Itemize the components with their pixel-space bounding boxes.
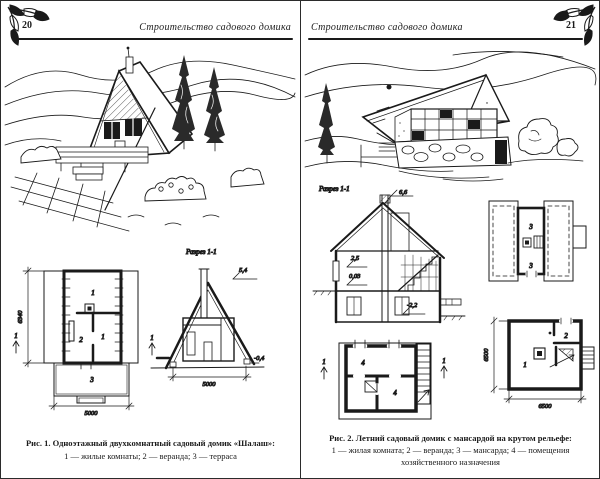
plan-dim-width-label: 5000 [84, 410, 98, 417]
section-marker-left: 1 [14, 332, 18, 340]
cypress-trees-illustration [172, 55, 225, 151]
figure-2-ground-plan [483, 317, 594, 410]
room-label-terrace: 3 [90, 376, 94, 384]
section-title: Разрез 1-1 [319, 185, 350, 193]
room-label-living-top: 1 [91, 289, 95, 297]
plan-dim-height-label: 6340 [17, 310, 24, 324]
mansard-house-illustration [305, 51, 596, 181]
section-marker-right: 1 [442, 357, 446, 365]
figure-2-caption [301, 432, 600, 468]
section-elev-top-label: 5,4 [239, 267, 248, 274]
header-rule [308, 38, 583, 40]
room-label-veranda: 2 [79, 336, 83, 344]
section-marker-right: 1 [150, 334, 154, 342]
room-label-utility-b: 4 [393, 389, 397, 397]
section-elev-top-label: 6,6 [399, 189, 408, 196]
figure-1-section [151, 248, 265, 388]
caption-line1: Рис. 1. Одноэтажный двухкомнатный садовый домик «Шалаш»: [25, 438, 275, 448]
section-dim-width-label: 5000 [202, 381, 216, 388]
room-label-mansard-b: 3 [529, 262, 533, 270]
section-elev-ground-label: -0,4 [254, 355, 265, 362]
running-title: Строительство садового домика [311, 22, 463, 33]
room-label-veranda: 2 [564, 332, 568, 340]
ground-plan-dim-height-label: 6500 [483, 348, 490, 362]
figure-2-section [313, 185, 465, 322]
figure-1-drawing [3, 45, 299, 433]
page-20 [1, 1, 300, 478]
figure-2-basement-plan [321, 340, 447, 419]
section-elev-basement-label: -2,2 [407, 302, 418, 309]
page-21 [301, 1, 600, 478]
figure-2-attic-plan [489, 201, 586, 281]
section-title: Разрез 1-1 [186, 248, 217, 256]
figure-2-drawing [303, 45, 599, 433]
section-marker-left: 1 [322, 358, 326, 366]
room-label-living: 1 [523, 361, 527, 369]
caption-line1: Рис. 2. Летний садовый домик с мансардой на крутом рельефе: [329, 433, 572, 443]
page-number: 21 [566, 20, 576, 31]
figure-1-floor-plan [13, 267, 169, 417]
ground-plan-dim-width-label: 6500 [538, 403, 552, 410]
figure-1-caption [1, 437, 300, 463]
room-label-living-bottom: 1 [101, 333, 105, 341]
page-number: 20 [22, 20, 32, 31]
running-title: Строительство садового домика [139, 22, 291, 33]
caption-line2: 1 — жилые комнаты; 2 — веранда; 3 — терраса [64, 451, 237, 461]
aframe-house-illustration [5, 47, 295, 231]
page-gutter-divider [300, 1, 301, 478]
header-rule [18, 38, 293, 40]
section-elev-attic-label: 2,5 [351, 255, 360, 262]
caption-line2: 1 — жилая комната; 2 — веранда; 3 — мансарда; 4 — помещения хозяйственного назначения [331, 445, 570, 467]
room-label-mansard-a: 3 [529, 223, 533, 231]
section-elev-floor-label: 0,03 [349, 273, 361, 280]
room-label-utility-a: 4 [361, 359, 365, 367]
